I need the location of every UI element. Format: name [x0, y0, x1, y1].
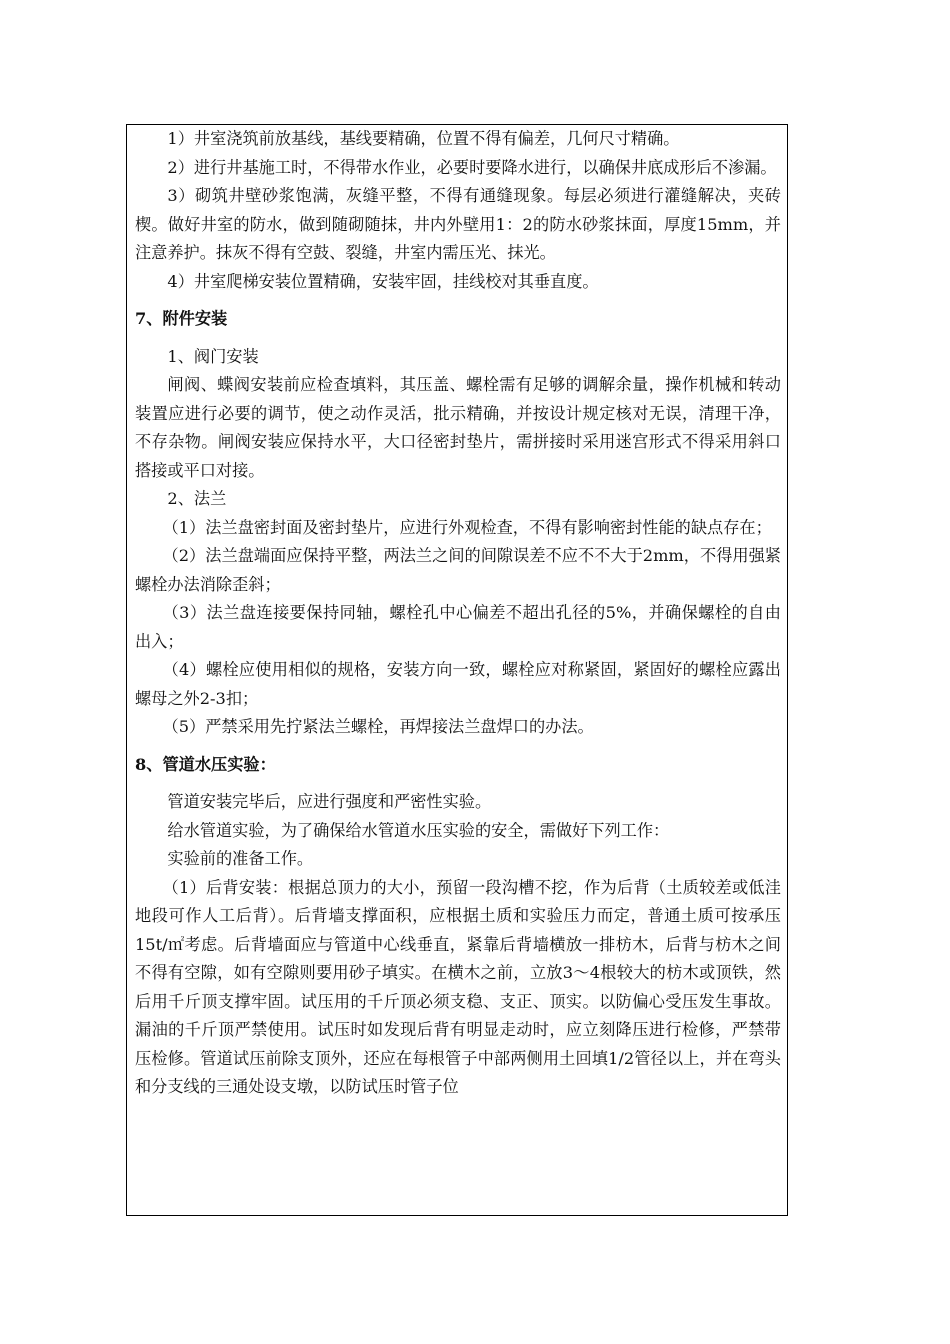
paragraph: 实验前的准备工作。 [167, 849, 314, 868]
paragraph: 管道安装完毕后，应进行强度和严密性实验。 [167, 792, 492, 811]
paragraph: 给水管道实验，为了确保给水管道水压实验的安全，需做好下列工作： [167, 820, 670, 840]
document-body [135, 125, 781, 1102]
paragraph: （2）法兰盘端面应保持平整，两法兰之间的间隙误差不应不不大于2mm，不得用强紧螺栓办法消除歪斜； [135, 546, 781, 594]
paragraph: （1）法兰盘密封面及密封垫片，应进行外观检查，不得有影响密封性能的缺点存在； [162, 517, 772, 537]
paragraph: 3）砌筑井壁砂浆饱满，灰缝平整，不得有通缝现象。每层必须进行灌缝解决，夹砖楔。做好井室的防水，做到随砌随抹，井内外壁用1：2的防水砂浆抹面，厚度15mm，并注意养护。抹灰不得有空鼓、裂缝，井室内需压光、抹光。 [135, 186, 781, 262]
paragraph: 1、阀门安装 [167, 346, 259, 366]
section-heading: 7、附件安装 [135, 309, 228, 328]
paragraph: （3）法兰盘连接要保持同轴，螺栓孔中心偏差不超出孔径的5%，并确保螺栓的自由出入； [135, 603, 781, 651]
paragraph: 2、法兰 [167, 489, 227, 508]
paragraph: （4）螺栓应使用相似的规格，安装方向一致，螺栓应对称紧固，紧固好的螺栓应露出螺母之外2-3扣； [135, 660, 781, 708]
paragraph: （5）严禁采用先拧紧法兰螺栓，再焊接法兰盘焊口的办法。 [162, 717, 594, 736]
paragraph: 2）进行井基施工时，不得带水作业，必要时要降水进行，以确保井底成形后不渗漏。 [167, 157, 777, 177]
paragraph: 4）井室爬梯安装位置精确，安装牢固，挂线校对其垂直度。 [167, 271, 599, 291]
document-frame [126, 124, 788, 1216]
paragraph: 1）井室浇筑前放基线，基线要精确，位置不得有偏差，几何尺寸精确。 [167, 129, 680, 148]
paragraph: （1）后背安装：根据总顶力的大小，预留一段沟槽不挖，作为后背（土质较差或低洼地段可作人工后背）。后背墙支撑面积，应根据土质和实验压力而定，普通土质可按承压15t/㎡考虑。后背墙面应与管道中心线垂直，紧靠后背墙横放一排枋木，后背与枋木之间不得有空隙，如有空隙则要用砂子填实。在横木之前，立放3～4根较大的枋木或顶铁，然后用千斤顶支撑牢固。试压用的千斤顶必须支稳、支正、顶实。以防偏心受压发生事故。漏油的千斤顶严禁使用。试压时如发现后背有明显走动时，应立刻降压进行检修，严禁带压检修。管道试压前除支顶外，还应在每根管子中部两侧用土回填1/2管径以上，并在弯头和分支线的三通处设支墩，以防试压时管子位 [135, 877, 781, 1096]
section-heading: 8、管道水压实验： [135, 754, 276, 774]
paragraph: 闸阀、蝶阀安装前应检查填料，其压盖、螺栓需有足够的调解余量，操作机械和转动装置应进行必要的调节，使之动作灵活，批示精确，并按设计规定核对无误，清理干净，不存杂物。闸阀安装应保持水平，大口径密封垫片，需拼接时采用迷宫形式不得采用斜口搭接或平口对接。 [135, 375, 781, 480]
